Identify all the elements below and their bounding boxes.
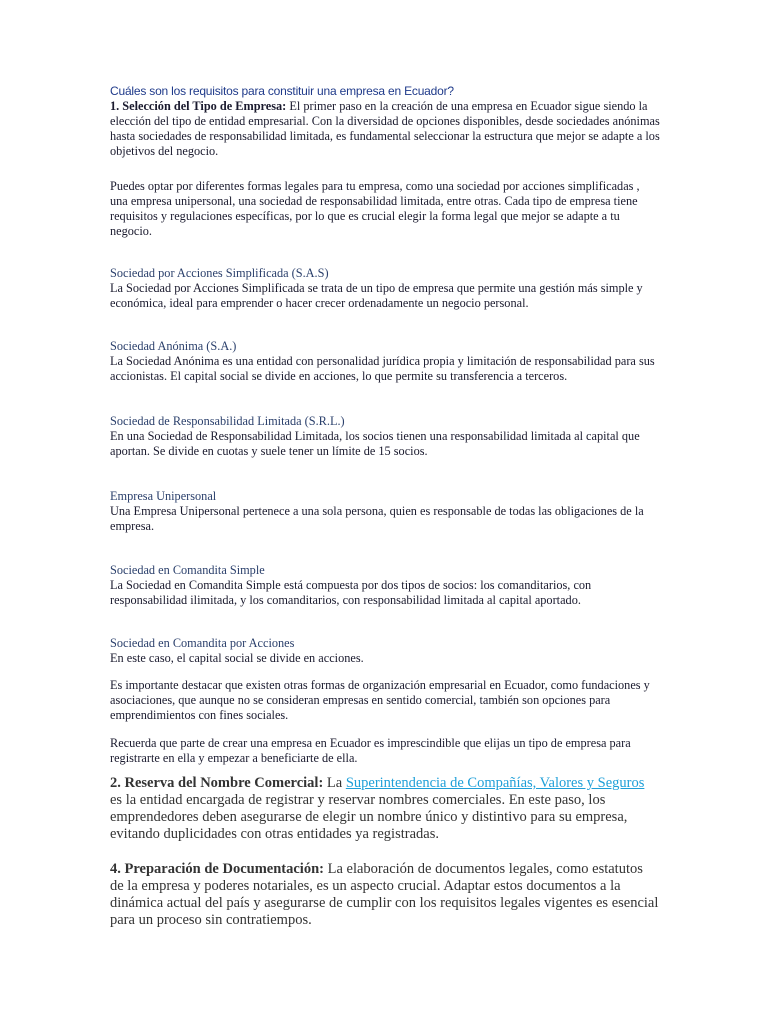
company-type-sa xyxy=(110,339,660,384)
company-type-srl xyxy=(110,414,660,459)
section-4-text: La elaboración de documentos legales, como estatutos de la empresa y poderes notariales, es un aspecto crucial. Adaptar estos documentos a la dinámica actual del país y asegurarse de cumplir con los requisitos legales vigentes es esencial para un proceso sin contratiempos. xyxy=(110,861,659,928)
company-type-heading: Sociedad Anónima (S.A.) xyxy=(110,339,237,353)
company-type-sas xyxy=(110,266,660,311)
company-type-text: La Sociedad Anónima es una entidad con personalidad jurídica propia y limitación de responsabilidad para sus accionistas. El capital social se divide en acciones, lo que permite su transferencia a terceros. xyxy=(110,354,655,383)
company-type-heading: Sociedad en Comandita por Acciones xyxy=(110,636,295,650)
section-2-pre: La xyxy=(323,775,346,791)
section-1-text: El primer paso en la creación de una empresa en Ecuador sigue siendo la elección del tipo de entidad empresarial. Con la diversidad de opciones disponibles, desde sociedades anónimas hasta sociedades de responsabilidad limitada, es fundamental seleccionar la estructura que mejor se adapte a los objetivos del negocio. xyxy=(110,99,660,158)
company-type-text: La Sociedad en Comandita Simple está compuesta por dos tipos de socios: los comanditarios, con responsabilidad ilimitada, y los comanditarios, con responsabilidad limitada al capital aportado. xyxy=(110,578,592,607)
section-1-label: 1. Selección del Tipo de Empresa: xyxy=(110,99,287,113)
company-type-unipersonal xyxy=(110,489,660,534)
section-2-label: 2. Reserva del Nombre Comercial: xyxy=(110,775,324,791)
note-other-forms: Es importante destacar que existen otras formas de organización empresarial en Ecuador, como fundaciones y asociaciones, que aunque no se consideran empresas en sentido comercial, también son opciones para emprendimientos con fines sociales. xyxy=(110,678,650,722)
section-4 xyxy=(110,861,660,929)
company-type-text: La Sociedad por Acciones Simplificada se trata de un tipo de empresa que permite una gestión más simple y económica, ideal para emprender o hacer crecer ordenadamente un negocio personal. xyxy=(110,281,643,310)
company-type-text: Una Empresa Unipersonal pertenece a una sola persona, quien es responsable de todas las obligaciones de la empresa. xyxy=(110,504,644,533)
section-1 xyxy=(110,99,660,159)
note-remember: Recuerda que parte de crear una empresa en Ecuador es imprescindible que elijas un tipo de empresa para registrarte en ella y empezar a beneficiarte de ella. xyxy=(110,736,631,765)
section-4-label: 4. Preparación de Documentación: xyxy=(110,861,324,877)
company-type-heading: Sociedad en Comandita Simple xyxy=(110,563,265,577)
superintendencia-link[interactable]: Superintendencia de Compañías, Valores y Seguros xyxy=(345,775,645,791)
company-type-text: En una Sociedad de Responsabilidad Limitada, los socios tienen una responsabilidad limitada al capital que aportan. Se divide en cuotas y suele tener un límite de 15 socios. xyxy=(110,429,640,458)
company-type-text: En este caso, el capital social se divide en acciones. xyxy=(110,651,364,665)
section-2-text: es la entidad encargada de registrar y reservar nombres comerciales. En este paso, los emprendedores deben asegurarse de elegir un nombre único y distintivo para su empresa, evitando duplicidades con otras entidades ya registradas. xyxy=(110,792,628,842)
intro-paragraph: Puedes optar por diferentes formas legales para tu empresa, como una sociedad por acciones simplificadas , una empresa unipersonal, una sociedad de responsabilidad limitada, entre otras. Cada tipo de empresa tiene requisitos y regulaciones específicas, por lo que es crucial elegir la forma legal que mejor se adapte a tu negocio. xyxy=(110,179,640,238)
company-type-comandita-acciones xyxy=(110,636,660,666)
company-type-heading: Sociedad por Acciones Simplificada (S.A.S) xyxy=(110,266,329,280)
section-2 xyxy=(110,775,660,843)
company-type-heading: Sociedad de Responsabilidad Limitada (S.R.L.) xyxy=(110,414,345,428)
company-type-comandita-simple xyxy=(110,563,660,608)
company-type-heading: Empresa Unipersonal xyxy=(110,489,217,503)
page-title: Cuáles son los requisitos para constituir una empresa en Ecuador? xyxy=(110,84,454,98)
